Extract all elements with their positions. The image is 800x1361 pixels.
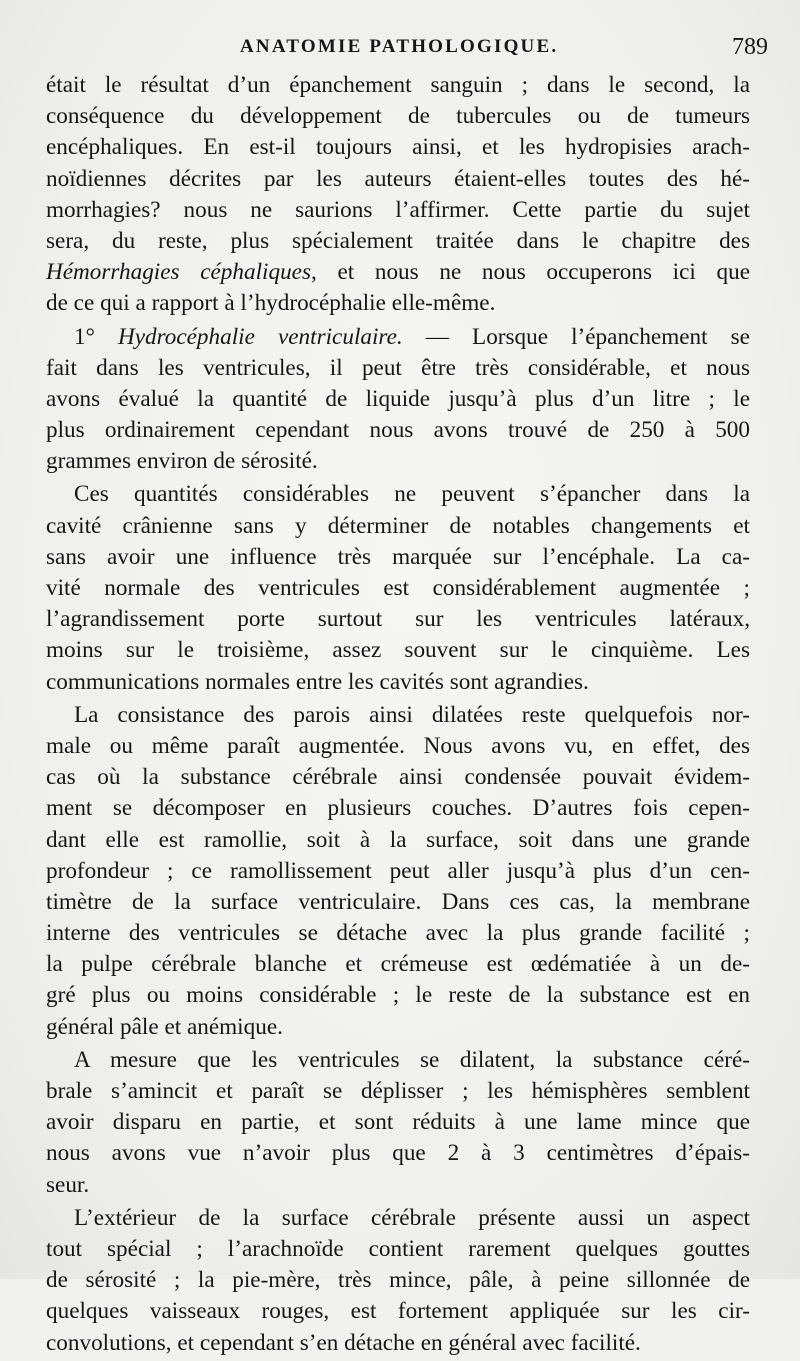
text-line: conséquence du développement de tubercules ou de tumeurs (46, 103, 750, 130)
text-line: nous avons vue n’avoir plus que 2 à 3 centimètres d’épais- (46, 1140, 750, 1167)
text-line: était le résultat d’un épanchement sanguin ; dans le second, la (46, 72, 750, 98)
text-line: moins sur le troisième, assez souvent sur le cinquième. Les (46, 637, 750, 664)
text-line: avoir disparu en partie, et sont réduits à une lame mince que (46, 1109, 750, 1136)
paragraph (46, 322, 750, 478)
text-line: tout spécial ; l’arachnoïde contient rarement quelques gouttes (46, 1235, 750, 1262)
page-body-text (46, 70, 750, 1361)
text-line: communications normales entre les cavités sont agrandies. (46, 668, 589, 695)
text-line: Ces quantités considérables ne peuvent s’épancher dans la (74, 481, 750, 508)
text-line: La consistance des parois ainsi dilatées reste quelquefois nor- (74, 701, 750, 728)
text-line: vité normale des ventricules est considérablement augmentée ; (46, 575, 750, 601)
text-line: brale s’amincit et paraît se déplisser ; les hémisphères semblent (46, 1078, 750, 1104)
text-line: interne des ventricules se détache avec la plus grande facilité ; (46, 920, 750, 947)
text-line: de sérosité ; la pie-mère, très mince, pâle, à peine sillonnée de (46, 1267, 750, 1294)
text-line: noïdiennes décrites par les auteurs étaient-elles toutes des hé- (46, 165, 750, 192)
text-line: morrhagies? nous ne saurions l’affirmer. Cette partie du sujet (46, 196, 750, 223)
text-line: male ou même paraît augmentée. Nous avons vu, en effet, des (46, 732, 750, 759)
page-header (40, 36, 780, 68)
paragraph (46, 70, 750, 320)
text-line: dant elle est ramollie, soit à la surface, soit dans une grande (46, 826, 750, 853)
text-line: convolutions, et cependant s’en détache en général avec facilité. (46, 1329, 641, 1356)
text-line: gré plus ou moins considérable ; le reste de la substance est en (46, 982, 750, 1009)
text-line: plus ordinairement cependant nous avons trouvé de 250 à 500 (46, 417, 750, 444)
text-line: 1° Hydrocéphalie ventriculaire. — Lorsque l’épanchement se (74, 323, 750, 350)
text-line: l’agrandissement porte surtout sur les ventricules latéraux, (46, 606, 750, 633)
running-title: ANATOMIE PATHOLOGIQUE. (240, 36, 559, 57)
text-line: Hémorrhagies céphaliques, et nous ne nous occuperons ici que (46, 259, 750, 286)
text-line: sans avoir une influence très marquée sur l’encéphale. La ca- (46, 543, 750, 570)
text-line: A mesure que les ventricules se dilatent, la substance céré- (74, 1046, 750, 1073)
text-line: grammes environ de sérosité. (46, 448, 318, 475)
text-line: quelques vaisseaux rouges, est fortement appliquée sur les cir- (46, 1298, 750, 1325)
text-line: L’extérieur de la surface cérébrale présente aussi un aspect (74, 1204, 750, 1231)
text-line: avons évalué la quantité de liquide jusqu’à plus d’un litre ; le (46, 385, 750, 412)
text-line: de ce qui a rapport à l’hydrocéphalie elle-même. (46, 290, 496, 317)
text-line: profondeur ; ce ramollissement peut aller jusqu’à plus d’un cen- (46, 857, 750, 884)
text-line: fait dans les ventricules, il peut être très considérable, et nous (46, 354, 750, 381)
text-line: seur. (46, 1171, 90, 1198)
text-line: timètre de la surface ventriculaire. Dans ces cas, la membrane (46, 888, 750, 915)
text-line: cavité crânienne sans y déterminer de notables changements et (46, 512, 750, 539)
paragraph (46, 1203, 750, 1359)
text-line: général pâle et anémique. (46, 1013, 283, 1040)
paragraph (46, 700, 750, 1043)
paragraph (46, 1045, 750, 1201)
text-line: cas où la substance cérébrale ainsi condensée pouvait évidem- (46, 764, 750, 791)
text-line: sera, du reste, plus spécialement traitée dans le chapitre des (46, 227, 750, 254)
paragraph (46, 479, 750, 697)
page-number: 789 (732, 34, 768, 60)
italic-text: Hydrocéphalie ventriculaire. (117, 323, 403, 350)
italic-text: Hémorrhagies céphaliques (46, 259, 311, 286)
text-line: ment se décomposer en plusieurs couches. D’autres fois cepen- (46, 795, 750, 822)
text-line: la pulpe cérébrale blanche et crémeuse est œdématiée à un de- (46, 951, 750, 978)
text-line: encéphaliques. En est-il toujours ainsi, et les hydropisies arach- (46, 134, 750, 161)
